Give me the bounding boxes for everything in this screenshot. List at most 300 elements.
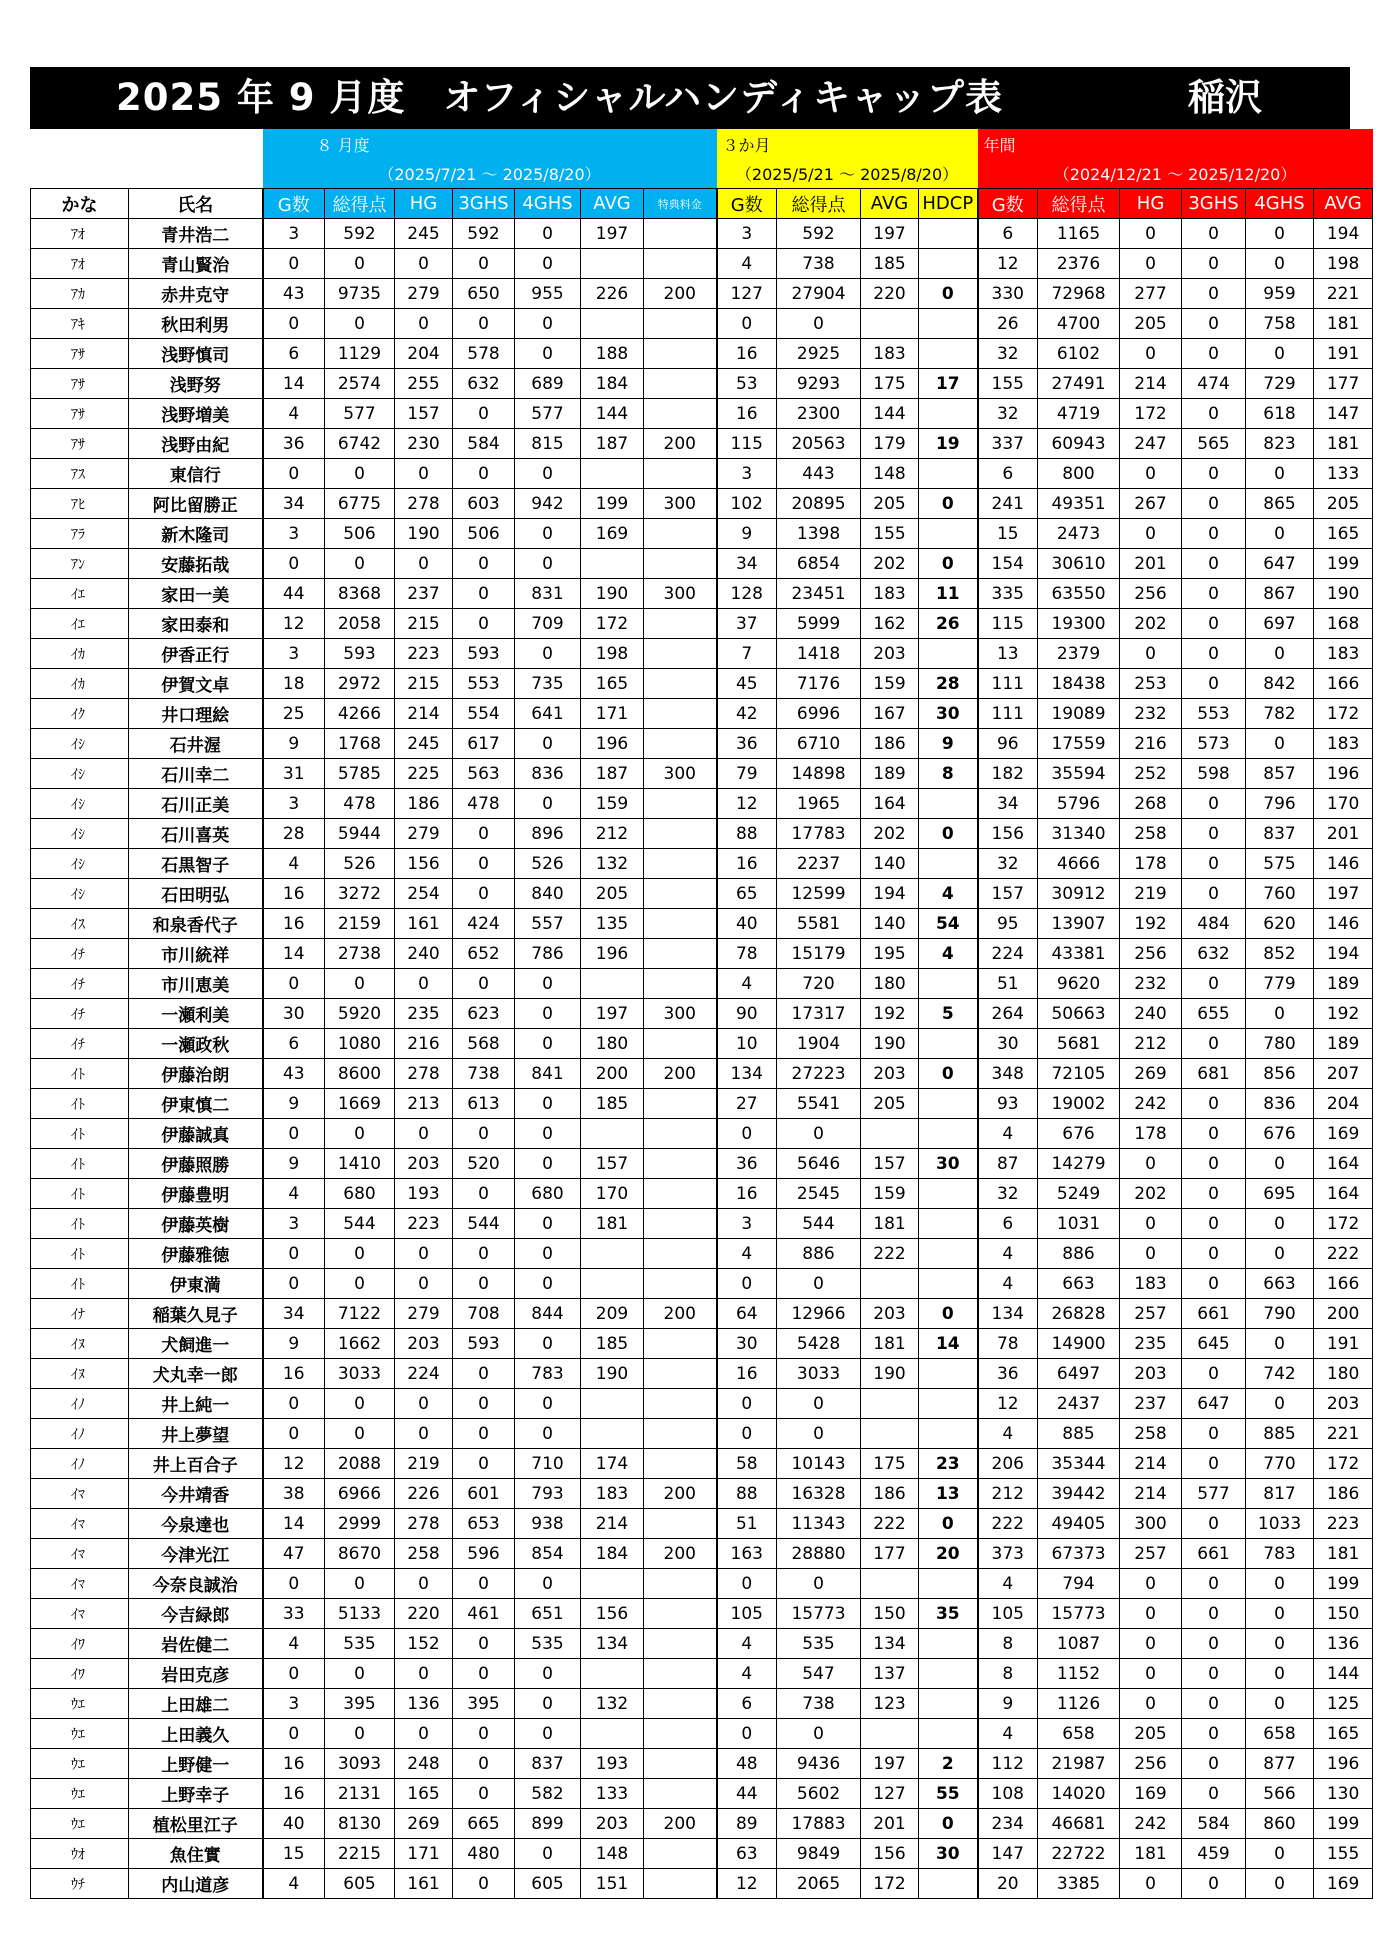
year-cell: 0 (1120, 1209, 1182, 1239)
month-cell: 135 (581, 909, 644, 939)
name-cell: 井上純一 (129, 1389, 263, 1419)
year-cell: 0 (1182, 789, 1246, 819)
table-row (31, 609, 1373, 639)
month-cell: 4 (263, 1179, 325, 1209)
year-cell: 199 (1314, 549, 1373, 579)
table-row (31, 759, 1373, 789)
hdcp-cell (919, 1239, 978, 1269)
kana-cell: ｳｴ (31, 1749, 129, 1779)
month-cell: 300 (644, 579, 717, 609)
name-cell: 伊藤誠真 (129, 1119, 263, 1149)
year-cell: 796 (1246, 789, 1314, 819)
table-row (31, 429, 1373, 459)
month-cell: 8670 (325, 1539, 395, 1569)
three-month-cell: 5541 (777, 1089, 861, 1119)
month-cell: 0 (325, 969, 395, 999)
name-cell: 今吉緑郎 (129, 1599, 263, 1629)
three-month-cell: 5428 (777, 1329, 861, 1359)
hdcp-cell (919, 1359, 978, 1389)
year-cell: 32 (978, 849, 1038, 879)
month-cell: 8130 (325, 1809, 395, 1839)
year-cell: 146 (1314, 909, 1373, 939)
year-cell: 459 (1182, 1839, 1246, 1869)
year-cell: 19300 (1038, 609, 1120, 639)
month-cell: 0 (325, 1569, 395, 1599)
table-row (31, 399, 1373, 429)
year-cell: 0 (1182, 1509, 1246, 1539)
three-header-2: AVG (861, 189, 919, 219)
kana-cell: ｲﾜ (31, 1629, 129, 1659)
name-cell: 浅野慎司 (129, 339, 263, 369)
year-cell: 484 (1182, 909, 1246, 939)
year-cell: 852 (1246, 939, 1314, 969)
month-cell: 5785 (325, 759, 395, 789)
month-cell: 0 (515, 729, 581, 759)
month-cell: 16 (263, 1359, 325, 1389)
kana-cell: ｲﾄ (31, 1269, 129, 1299)
month-cell: 596 (453, 1539, 515, 1569)
month-cell: 584 (453, 429, 515, 459)
month-cell (644, 1029, 717, 1059)
year-cell: 253 (1120, 669, 1182, 699)
month-cell: 899 (515, 1809, 581, 1839)
month-cell: 582 (515, 1779, 581, 1809)
year-cell: 178 (1120, 849, 1182, 879)
year-cell: 67373 (1038, 1539, 1120, 1569)
month-cell: 40 (263, 1809, 325, 1839)
kana-cell: ｲﾇ (31, 1359, 129, 1389)
table-row (31, 1479, 1373, 1509)
month-cell: 225 (395, 759, 453, 789)
month-cell: 156 (581, 1599, 644, 1629)
month-cell: 33 (263, 1599, 325, 1629)
month-cell: 279 (395, 279, 453, 309)
month-cell (644, 939, 717, 969)
table-row (31, 1089, 1373, 1119)
year-cell: 258 (1120, 819, 1182, 849)
table-row (31, 369, 1373, 399)
month-cell: 601 (453, 1479, 515, 1509)
three-month-cell: 148 (861, 459, 919, 489)
year-cell: 783 (1246, 1539, 1314, 1569)
year-cell: 14020 (1038, 1779, 1120, 1809)
month-cell: 0 (395, 1269, 453, 1299)
month-cell: 0 (263, 249, 325, 279)
year-cell: 0 (1120, 1629, 1182, 1659)
hdcp-cell: 2 (919, 1749, 978, 1779)
year-cell: 178 (1120, 1119, 1182, 1149)
hdcp-cell: 23 (919, 1449, 978, 1479)
year-header-2: HG (1120, 189, 1182, 219)
three-month-cell: 27 (717, 1089, 777, 1119)
year-cell: 566 (1246, 1779, 1314, 1809)
three-month-cell: 11343 (777, 1509, 861, 1539)
period-label-row (31, 129, 1373, 159)
three-month-cell: 159 (861, 669, 919, 699)
year-cell: 865 (1246, 489, 1314, 519)
table-row (31, 1809, 1373, 1839)
month-cell: 44 (263, 579, 325, 609)
year-cell: 823 (1246, 429, 1314, 459)
year-cell: 169 (1120, 1779, 1182, 1809)
name-cell: 稲葉久見子 (129, 1299, 263, 1329)
hdcp-cell (919, 399, 978, 429)
hdcp-cell: 30 (919, 1839, 978, 1869)
year-cell: 111 (978, 669, 1038, 699)
year-cell: 0 (1246, 1839, 1314, 1869)
three-month-cell: 2300 (777, 399, 861, 429)
year-cell: 697 (1246, 609, 1314, 639)
three-month-cell: 0 (717, 1119, 777, 1149)
year-cell: 165 (1314, 519, 1373, 549)
table-row (31, 519, 1373, 549)
table-row (31, 279, 1373, 309)
three-month-cell: 23451 (777, 579, 861, 609)
year-cell: 2376 (1038, 249, 1120, 279)
kana-cell: ｲﾁ (31, 969, 129, 999)
month-cell: 0 (453, 579, 515, 609)
month-cell: 279 (395, 1299, 453, 1329)
hdcp-cell: 17 (919, 369, 978, 399)
month-cell: 0 (325, 1119, 395, 1149)
three-month-cell: 443 (777, 459, 861, 489)
month-cell: 34 (263, 489, 325, 519)
month-cell (581, 1239, 644, 1269)
year-cell: 0 (1182, 1269, 1246, 1299)
month-cell (644, 879, 717, 909)
month-cell: 0 (263, 1119, 325, 1149)
table-row (31, 969, 1373, 999)
year-cell: 201 (1120, 549, 1182, 579)
name-cell: 今泉達也 (129, 1509, 263, 1539)
month-cell: 3 (263, 219, 325, 249)
hdcp-cell (919, 459, 978, 489)
year-cell: 758 (1246, 309, 1314, 339)
year-cell: 663 (1246, 1269, 1314, 1299)
month-cell: 0 (263, 1659, 325, 1689)
month-cell: 0 (395, 1419, 453, 1449)
three-month-cell: 105 (717, 1599, 777, 1629)
month-cell (644, 699, 717, 729)
year-cell: 147 (978, 1839, 1038, 1869)
month-cell: 34 (263, 1299, 325, 1329)
year-cell: 216 (1120, 729, 1182, 759)
year-cell: 46681 (1038, 1809, 1120, 1839)
table-row (31, 1779, 1373, 1809)
year-cell: 0 (1246, 1389, 1314, 1419)
year-cell: 959 (1246, 279, 1314, 309)
month-cell: 0 (453, 1359, 515, 1389)
hdcp-cell: 35 (919, 1599, 978, 1629)
year-cell: 0 (1246, 219, 1314, 249)
month-cell: 710 (515, 1449, 581, 1479)
month-cell: 14 (263, 939, 325, 969)
name-cell: 魚住實 (129, 1839, 263, 1869)
month-cell: 0 (515, 309, 581, 339)
month-cell (644, 969, 717, 999)
name-cell: 上野幸子 (129, 1779, 263, 1809)
kana-cell: ｲﾄ (31, 1179, 129, 1209)
hdcp-cell (919, 639, 978, 669)
year-cell: 0 (1182, 1209, 1246, 1239)
hdcp-cell (919, 309, 978, 339)
month-cell: 526 (325, 849, 395, 879)
year-cell: 0 (1182, 639, 1246, 669)
month-cell: 237 (395, 579, 453, 609)
month-cell: 0 (395, 249, 453, 279)
month-cell: 0 (395, 969, 453, 999)
hdcp-cell: 55 (919, 1779, 978, 1809)
month-cell (644, 639, 717, 669)
three-month-cell: 156 (861, 1839, 919, 1869)
month-cell: 190 (395, 519, 453, 549)
hdcp-cell (919, 519, 978, 549)
three-month-cell: 17883 (777, 1809, 861, 1839)
month-cell: 708 (453, 1299, 515, 1329)
year-cell: 647 (1246, 549, 1314, 579)
month-cell (644, 1119, 717, 1149)
month-cell: 174 (581, 1449, 644, 1479)
month-cell (644, 669, 717, 699)
year-cell: 655 (1182, 999, 1246, 1029)
three-month-cell: 0 (717, 309, 777, 339)
month-cell: 568 (453, 1029, 515, 1059)
year-cell: 32 (978, 1179, 1038, 1209)
kana-cell: ｲﾄ (31, 1059, 129, 1089)
month-cell: 3272 (325, 879, 395, 909)
month-cell: 254 (395, 879, 453, 909)
month-cell: 4 (263, 849, 325, 879)
three-month-cell: 167 (861, 699, 919, 729)
month-cell: 220 (395, 1599, 453, 1629)
year-cell: 256 (1120, 579, 1182, 609)
month-cell: 0 (263, 1389, 325, 1419)
year-cell: 0 (1246, 1689, 1314, 1719)
month-cell: 4266 (325, 699, 395, 729)
year-cell: 269 (1120, 1059, 1182, 1089)
year-cell: 0 (1182, 1359, 1246, 1389)
year-cell: 4 (978, 1119, 1038, 1149)
year-cell: 214 (1120, 1449, 1182, 1479)
month-cell: 9735 (325, 279, 395, 309)
month-header-5: AVG (581, 189, 644, 219)
three-month-cell: 53 (717, 369, 777, 399)
hdcp-cell (919, 1629, 978, 1659)
month-cell: 184 (581, 369, 644, 399)
month-header-6: 特典料金 (644, 189, 717, 219)
year-cell: 661 (1182, 1299, 1246, 1329)
name-cell: 青井浩二 (129, 219, 263, 249)
month-cell: 650 (453, 279, 515, 309)
kana-cell: ｲｼ (31, 759, 129, 789)
three-month-cell: 16328 (777, 1479, 861, 1509)
hdcp-cell: 11 (919, 579, 978, 609)
kana-cell: ｲｽ (31, 909, 129, 939)
year-cell: 0 (1182, 579, 1246, 609)
month-cell: 200 (581, 1059, 644, 1089)
month-cell: 0 (515, 1839, 581, 1869)
month-cell: 0 (515, 1659, 581, 1689)
name-cell: 東信行 (129, 459, 263, 489)
year-cell: 0 (1246, 1329, 1314, 1359)
month-cell: 0 (515, 1029, 581, 1059)
three-month-cell: 63 (717, 1839, 777, 1869)
month-cell: 196 (581, 939, 644, 969)
year-cell: 330 (978, 279, 1038, 309)
month-cell: 0 (515, 459, 581, 489)
table-row (31, 249, 1373, 279)
year-cell: 170 (1314, 789, 1373, 819)
month-cell: 0 (515, 1569, 581, 1599)
month-cell: 632 (453, 369, 515, 399)
table-row (31, 1389, 1373, 1419)
year-cell: 212 (978, 1479, 1038, 1509)
name-cell: 上田雄二 (129, 1689, 263, 1719)
name-cell: 石川喜英 (129, 819, 263, 849)
three-month-cell: 4 (717, 1659, 777, 1689)
name-cell: 石川幸二 (129, 759, 263, 789)
year-cell: 0 (1182, 1569, 1246, 1599)
name-cell: 伊藤雅徳 (129, 1239, 263, 1269)
three-month-cell: 164 (861, 789, 919, 819)
year-cell: 15 (978, 519, 1038, 549)
year-cell: 0 (1182, 339, 1246, 369)
year-cell: 222 (978, 1509, 1038, 1539)
month-cell: 593 (453, 1329, 515, 1359)
month-cell: 200 (644, 1479, 717, 1509)
month-cell (581, 1389, 644, 1419)
month-cell: 651 (515, 1599, 581, 1629)
table-row (31, 1869, 1373, 1899)
month-cell: 200 (644, 1809, 717, 1839)
year-cell: 196 (1314, 759, 1373, 789)
month-cell: 188 (581, 339, 644, 369)
year-cell: 348 (978, 1059, 1038, 1089)
kana-cell: ｲｼ (31, 819, 129, 849)
month-cell: 1662 (325, 1329, 395, 1359)
month-cell: 709 (515, 609, 581, 639)
year-cell: 237 (1120, 1389, 1182, 1419)
three-month-cell: 27223 (777, 1059, 861, 1089)
year-cell: 17559 (1038, 729, 1120, 759)
year-cell: 0 (1182, 879, 1246, 909)
year-cell: 247 (1120, 429, 1182, 459)
year-cell: 191 (1314, 339, 1373, 369)
year-cell: 790 (1246, 1299, 1314, 1329)
month-cell: 2999 (325, 1509, 395, 1539)
month-cell: 0 (263, 309, 325, 339)
hdcp-cell: 0 (919, 1509, 978, 1539)
month-cell: 200 (644, 1299, 717, 1329)
three-month-cell: 4 (717, 969, 777, 999)
month-cell: 0 (325, 1419, 395, 1449)
title-bar (30, 67, 1350, 129)
year-cell: 22722 (1038, 1839, 1120, 1869)
year-cell: 0 (1182, 819, 1246, 849)
year-cell: 72105 (1038, 1059, 1120, 1089)
month-cell (644, 1389, 717, 1419)
three-month-cell: 190 (861, 1359, 919, 1389)
name-cell: 石井渥 (129, 729, 263, 759)
month-cell: 593 (325, 639, 395, 669)
name-cell: 伊藤照勝 (129, 1149, 263, 1179)
month-cell: 2215 (325, 1839, 395, 1869)
month-cell: 0 (453, 609, 515, 639)
year-cell: 180 (1314, 1359, 1373, 1389)
hdcp-cell: 20 (919, 1539, 978, 1569)
kana-cell: ｳｴ (31, 1779, 129, 1809)
month-cell: 5133 (325, 1599, 395, 1629)
three-month-cell: 127 (861, 1779, 919, 1809)
kana-cell: ｲﾏ (31, 1479, 129, 1509)
month-cell: 278 (395, 1509, 453, 1539)
year-cell: 553 (1182, 699, 1246, 729)
month-cell: 623 (453, 999, 515, 1029)
year-cell: 50663 (1038, 999, 1120, 1029)
month-cell: 258 (395, 1539, 453, 1569)
month-cell: 185 (581, 1329, 644, 1359)
hdcp-cell (919, 1719, 978, 1749)
month-cell: 3 (263, 1209, 325, 1239)
year-cell: 111 (978, 699, 1038, 729)
hdcp-cell (919, 1869, 978, 1899)
year-cell: 0 (1182, 609, 1246, 639)
three-month-cell: 30 (717, 1329, 777, 1359)
month-cell: 190 (581, 1359, 644, 1389)
kana-cell: ｲﾏ (31, 1599, 129, 1629)
year-cell: 172 (1120, 399, 1182, 429)
year-cell: 618 (1246, 399, 1314, 429)
month-cell: 9 (263, 1089, 325, 1119)
name-cell: 石黒智子 (129, 849, 263, 879)
kana-cell: ｲﾏ (31, 1509, 129, 1539)
table-row (31, 699, 1373, 729)
three-month-cell: 9293 (777, 369, 861, 399)
month-cell (644, 549, 717, 579)
year-cell: 165 (1314, 1719, 1373, 1749)
hdcp-cell (919, 1659, 978, 1689)
hdcp-cell (919, 1689, 978, 1719)
name-cell: 岩佐健二 (129, 1629, 263, 1659)
month-cell: 197 (581, 219, 644, 249)
month-cell: 0 (395, 1389, 453, 1419)
year-cell: 836 (1246, 1089, 1314, 1119)
kana-cell: ｲﾏ (31, 1539, 129, 1569)
month-cell: 245 (395, 729, 453, 759)
three-month-cell: 15773 (777, 1599, 861, 1629)
month-cell (644, 1329, 717, 1359)
name-cell: 内山道彦 (129, 1869, 263, 1899)
year-cell: 0 (1120, 639, 1182, 669)
month-cell: 47 (263, 1539, 325, 1569)
three-month-cell: 12 (717, 789, 777, 819)
year-cell: 49351 (1038, 489, 1120, 519)
year-cell: 885 (1246, 1419, 1314, 1449)
year-cell: 817 (1246, 1479, 1314, 1509)
three-header-3: HDCP (919, 189, 978, 219)
year-cell: 4 (978, 1269, 1038, 1299)
three-month-cell: 181 (861, 1209, 919, 1239)
year-cell: 800 (1038, 459, 1120, 489)
year-cell: 0 (1120, 1599, 1182, 1629)
year-cell: 15773 (1038, 1599, 1120, 1629)
hdcp-cell (919, 1209, 978, 1239)
month-cell: 3 (263, 789, 325, 819)
name-cell: 伊藤英樹 (129, 1209, 263, 1239)
year-cell: 2473 (1038, 519, 1120, 549)
month-cell: 5920 (325, 999, 395, 1029)
year-cell: 93 (978, 1089, 1038, 1119)
